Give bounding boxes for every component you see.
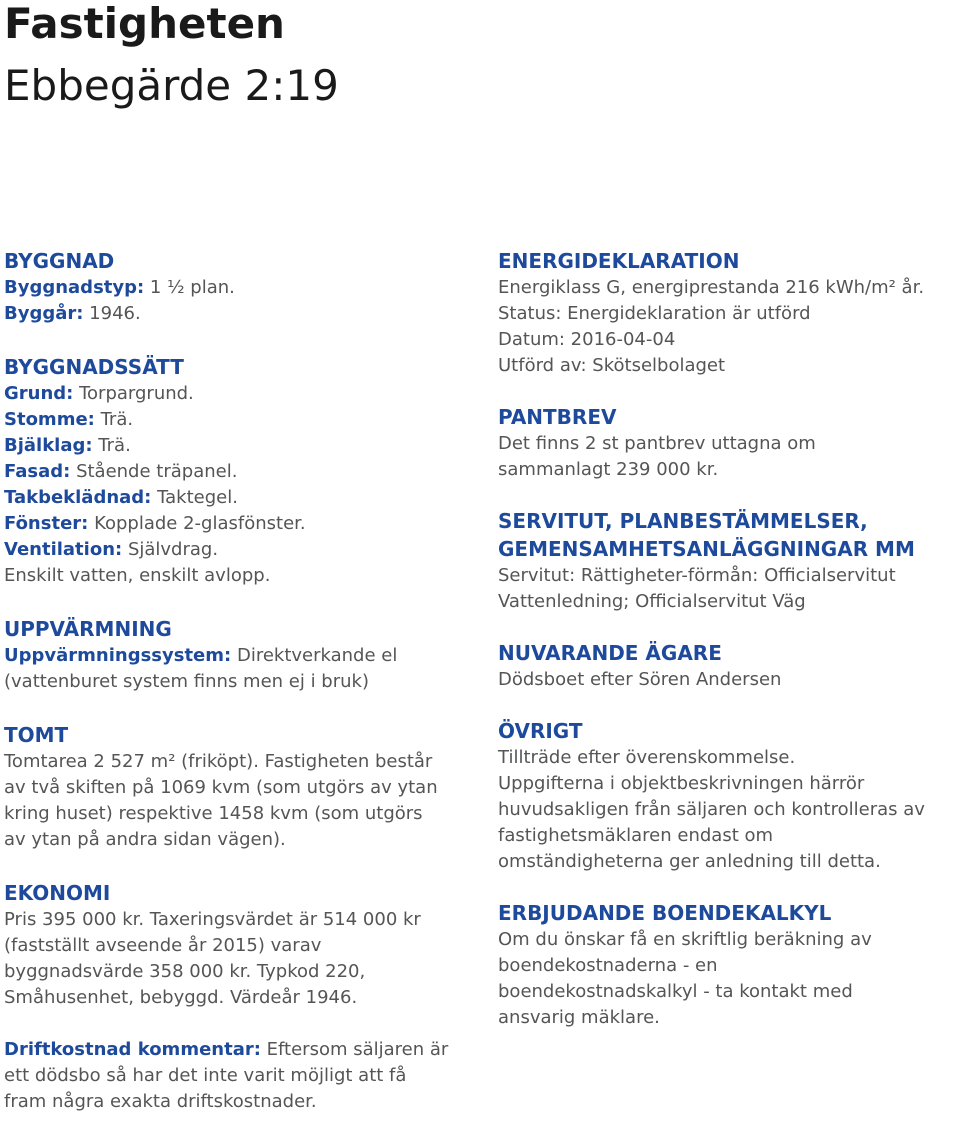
- info-row: [4, 1037, 474, 1063]
- section-heading: GEMENSAMHETSANLÄGGNINGAR MM: [498, 537, 915, 561]
- section-heading: ÖVRIGT: [498, 719, 583, 743]
- section-ekonomi: [4, 879, 474, 1011]
- text-line: byggnadsvärde 358 000 kr. Typkod 220,: [4, 961, 366, 982]
- text-line: Uppgifterna i objektbeskrivningen härrör: [498, 773, 865, 794]
- text-line: Energiklass G, energiprestanda 216 kWh/m² år.: [498, 277, 925, 298]
- info-row: [4, 301, 474, 327]
- info-row: [4, 275, 474, 301]
- info-row: [4, 407, 474, 433]
- row-value: Eftersom säljaren är: [260, 1039, 449, 1060]
- section-uppvarmning: [4, 615, 474, 695]
- row-label: Uppvärmningssystem:: [4, 645, 232, 666]
- row-value: Direktverkande el: [231, 645, 398, 666]
- section-heading: ERBJUDANDE BOENDEKALKYL: [498, 901, 832, 925]
- text-line: Servitut: Rättigheter-förmån: Officialservitut: [498, 565, 896, 586]
- text-line: Tillträde efter överenskommelse.: [498, 747, 796, 768]
- section-boendekalkyl: [498, 899, 958, 1031]
- text-line: Det finns 2 st pantbrev uttagna om: [498, 433, 816, 454]
- text-line: sammanlagt 239 000 kr.: [498, 459, 719, 480]
- row-value: Torpargrund.: [73, 383, 194, 404]
- section-heading: SERVITUT, PLANBESTÄMMELSER,: [498, 509, 868, 533]
- text-line: boendekostnaderna - en: [498, 955, 718, 976]
- text-line: Datum: 2016-04-04: [498, 329, 676, 350]
- text-line: Pris 395 000 kr. Taxeringsvärdet är 514 000 kr: [4, 909, 421, 930]
- text-line: Om du önskar få en skriftlig beräkning av: [498, 929, 872, 950]
- info-row: [4, 433, 474, 459]
- text-line: boendekostnadskalkyl - ta kontakt med: [498, 981, 853, 1002]
- page-title: Fastigheten: [4, 0, 285, 48]
- text-line: kring huset) respektive 1458 kvm (som utgörs: [4, 803, 423, 824]
- left-column: [4, 247, 474, 1115]
- row-label: Stomme:: [4, 409, 95, 430]
- section-energideklaration: [498, 247, 958, 379]
- water-sewage-text: Enskilt vatten, enskilt avlopp.: [4, 565, 271, 586]
- text-line: Dödsboet efter Sören Andersen: [498, 669, 782, 690]
- text-line: ett dödsbo så har det inte varit möjligt att få: [4, 1065, 407, 1086]
- info-row: [4, 485, 474, 511]
- section-byggnadssatt: [4, 353, 474, 589]
- row-value: Trä.: [92, 435, 131, 456]
- info-row: [4, 537, 474, 563]
- section-heading: ENERGIDEKLARATION: [498, 249, 740, 273]
- section-heading: NUVARANDE ÄGARE: [498, 641, 722, 665]
- section-heading: BYGGNADSSÄTT: [4, 355, 184, 379]
- row-label: Fönster:: [4, 513, 89, 534]
- heating-note: (vattenburet system finns men ej i bruk): [4, 671, 369, 692]
- section-tomt: [4, 721, 474, 853]
- row-value: Självdrag.: [122, 539, 219, 560]
- row-label: Bjälklag:: [4, 435, 93, 456]
- text-line: Status: Energideklaration är utförd: [498, 303, 811, 324]
- info-row: [4, 381, 474, 407]
- row-label: Ventilation:: [4, 539, 123, 560]
- section-heading: TOMT: [4, 723, 69, 747]
- right-column: [498, 247, 958, 1031]
- text-line: fastighetsmäklaren endast om: [498, 825, 774, 846]
- section-driftkostnad: [4, 1037, 474, 1115]
- section-heading: PANTBREV: [498, 405, 617, 429]
- row-label: Driftkostnad kommentar:: [4, 1039, 261, 1060]
- section-servitut: [498, 507, 958, 615]
- row-value: 1 ½ plan.: [144, 277, 235, 298]
- row-label: Takbeklädnad:: [4, 487, 152, 508]
- row-label: Byggnadstyp:: [4, 277, 145, 298]
- row-value: Trä.: [94, 409, 134, 430]
- text-line: av ytan på andra sidan vägen).: [4, 829, 286, 850]
- text-line: Småhusenhet, bebyggd. Värdeår 1946.: [4, 987, 358, 1008]
- text-line: fram några exakta driftskostnader.: [4, 1091, 317, 1112]
- row-value: 1946.: [83, 303, 141, 324]
- row-value: Taktegel.: [151, 487, 238, 508]
- text-line: (fastställt avseende år 2015) varav: [4, 935, 322, 956]
- text-line: huvudsakligen från säljaren och kontrolleras av: [498, 799, 925, 820]
- section-heading: BYGGNAD: [4, 249, 115, 273]
- section-heading: UPPVÄRMNING: [4, 617, 172, 641]
- info-row: [4, 459, 474, 485]
- row-label: Grund:: [4, 383, 74, 404]
- info-row: [4, 643, 474, 669]
- row-label: Byggår:: [4, 303, 84, 324]
- text-line: omständigheterna ger anledning till detta.: [498, 851, 881, 872]
- section-nuvarande-agare: [498, 639, 958, 693]
- text-line: Utförd av: Skötselbolaget: [498, 355, 726, 376]
- section-ovrigt: [498, 717, 958, 875]
- text-line: Vattenledning; Officialservitut Väg: [498, 591, 806, 612]
- property-designation: Ebbegärde 2:19: [4, 61, 339, 110]
- section-pantbrev: [498, 403, 958, 483]
- text-line: av två skiften på 1069 kvm (som utgörs av ytan: [4, 777, 438, 798]
- text-line: ansvarig mäklare.: [498, 1007, 660, 1028]
- section-byggnad: [4, 247, 474, 327]
- row-label: Fasad:: [4, 461, 71, 482]
- info-row: [4, 511, 474, 537]
- section-heading: EKONOMI: [4, 881, 111, 905]
- text-line: Tomtarea 2 527 m² (friköpt). Fastigheten består: [4, 751, 433, 772]
- row-value: Stående träpanel.: [70, 461, 238, 482]
- row-value: Kopplade 2-glasfönster.: [88, 513, 306, 534]
